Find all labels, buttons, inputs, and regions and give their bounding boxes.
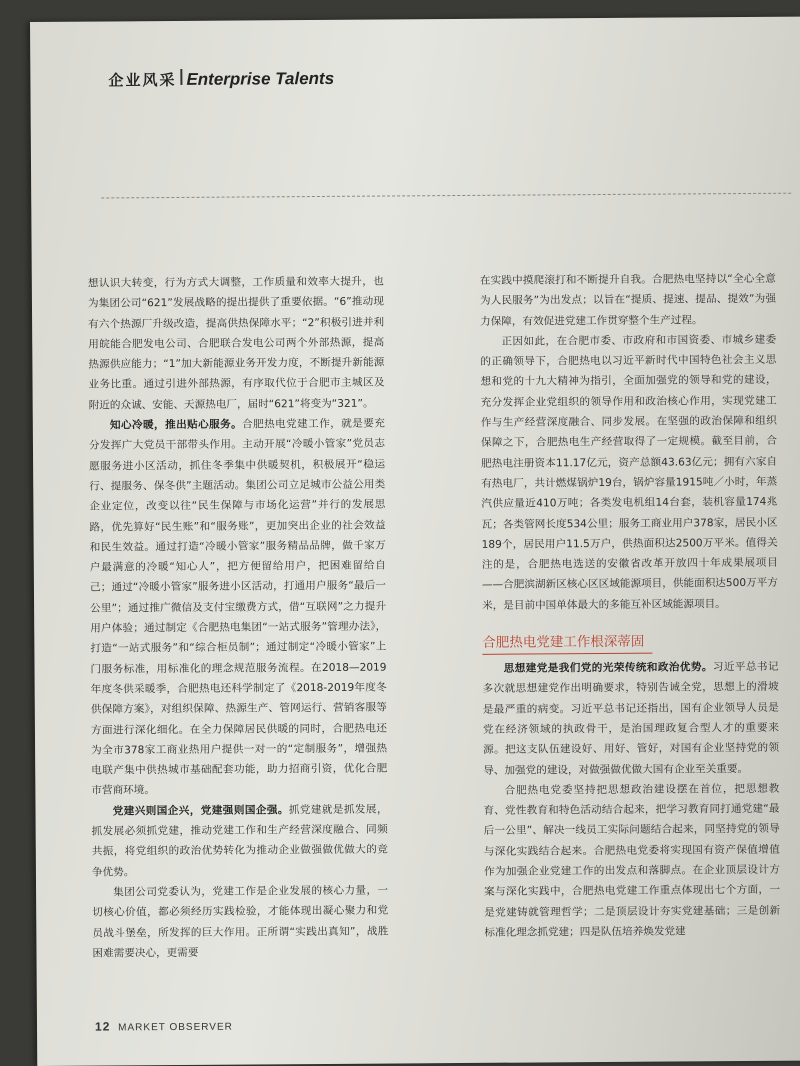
paragraph xyxy=(480,330,778,616)
paragraph xyxy=(480,269,776,332)
header-separator xyxy=(180,69,182,85)
paragraph xyxy=(91,799,388,882)
paragraph-text: 合肥热电党委坚持把思想政治建设摆在首位，把思想教育、党性教育和特色活动结合起来，把学习教育同打通党建“最后一公里”、解决一线员工实际问题结合起来，同坚持党的领导与深化实践结合起来。合肥热电党委将实现国有资产保值增值作为加强企业党建工作的出发点和落脚点。在企业顶层设计方案与深化实践中，合肥热电党建工作重点体现出七个方面，一是党建铸就管理哲学；二是顶层设计夯实党建基础；三是创新标准化理念抓党建；四是队伍培养焕发党建 xyxy=(483,782,781,939)
header-en-title: Enterprise Talents xyxy=(186,68,335,89)
paragraph-text: 正因如此，在合肥市委、市政府和市国资委、市城乡建委的正确领导下，合肥热电以习近平新时代中国特色社会主义思想和党的十九大精神为指引，全面加强党的领导和党的建设，充分发挥企业党组织的领导作用和政治核心作用，实现党建工作与生产经营深度融合、同步发展。在坚强的政治保障和组织保障之下，合肥热电生产经营取得了一定规模。截至目前，合肥热电注册资本11.17亿元，资产总额43.63亿元；拥有六家自有热电厂，共计燃煤锅炉19台，锅炉容量1915吨／小时，年蒸汽供应量近410万吨；各类发电机组14台套，装机容量174兆瓦；各类管网长度534公里；服务工商业用户378家，居民小区189个，居民用户11.5万户，供热面积达2500万平米。值得关注的是，合肥热电选送的安徽省改革开放四十年成果展项目——合肥滨湖新区核心区区域能源项目，供能面积达500万平方米，是目前中国单体最大的多能互补区域能源项目。 xyxy=(480,333,778,612)
header-divider xyxy=(101,193,791,199)
left-column xyxy=(88,272,389,964)
page-number: 12 xyxy=(94,1019,111,1034)
paragraph-text: 习近平总书记多次就思想建党作出明确要求，特别告诫全党，思想上的滑坡是最严重的病变。习近平总书记还指出，国有企业领导人员是党在经济领域的执政骨干，是治国理政复合型人才的重要来源。把这支队伍建设好、用好、管好，对国有企业坚持党的领导、加强党的建设，对做强做优做大国有企业至关重要。 xyxy=(482,660,780,777)
page-footer xyxy=(95,1019,233,1034)
paragraph-text: 抓党建就是抓发展，抓发展必须抓党建，推动党建工作和生产经营深度融合、同频共振，将党组织的政治优势转化为推动企业做强做优做大的竞争优势。 xyxy=(91,803,388,879)
publication-name: MARKET OBSERVER xyxy=(118,1021,233,1034)
paragraph xyxy=(88,272,385,416)
section-title: 合肥热电党建工作根深蒂固 xyxy=(482,631,652,655)
magazine-page xyxy=(30,17,800,1066)
paragraph xyxy=(89,414,388,802)
paragraph xyxy=(92,880,389,963)
paragraph-text: 想认识大转变，行为方式大调整，工作质量和效率大提升，也为集团公司“621”发展战略的提出提供了重要依据。“6”推动现有六个热源厂升级改造，提高供热保障水平；“2”积极引进并利用皖能合肥发电公司、合肥联合发电公司两个外部热源，提高热源供应能力；“1”加大新能源业务开发力度，不断提升新能源业务比重。通过引进外部热源，有序取代位于合肥市主城区及附近的众诚、安能、天源热电厂，届时“621”将变为“321”。 xyxy=(87,275,385,412)
paragraph-text: 合肥热电党建工作，就是要充分发挥广大党员干部带头作用。主动开展“冷暖小管家”党员志愿服务进小区活动，抓住冬季集中供暖契机，积极展开“稳运行、提服务、保冬供”主题活动。集团公司立足城市公益公用类企业定位，改变以往“民生保障与市场化运营”并行的发展思路，优先算好“民生账”和“服务账”，更加突出企业的社会效益和民生效益。通过打造“冷暖小管家”服务精品品牌，做千家万户最满意的冷暖“知心人”，把方便留给用户，把困难留给自己；通过“冷暖小管家”服务进小区活动，打通用户服务“最后一公里”；通过推广微信及支付宝缴费方式，借“互联网”之力提升用户体验；通过制定《合肥热电集团“一站式服务”管理办法》，打造“一站式服务”和“综合柜员制”；通过制定“冷暖小管家”上门服务标准，用标准化的理念规范服务流程。在2018—2019年度冬供采暖季，合肥热电还科学制定了《2018-2019年度冬供保障方案》，对组织保障、热源生产、管网运行、营销客服等方面进行深化细化。在全力保障居民供暖的同时，合肥热电还为全市378家工商业热用户提供一对一的“定制服务”，增强热电联产集中供热城市基础配套功能，助力招商引资，优化合肥市营商环境。 xyxy=(88,417,388,798)
right-column-bottom xyxy=(482,657,780,943)
right-column-top xyxy=(480,269,778,616)
paragraph-text: 集团公司党委认为，党建工作是企业发展的核心力量，一切核心价值，都必须经历实践检验，才能体现出凝心聚力和党员战斗堡垒，所发挥的巨大作用。正所谓“实践出真知”，战胜困难需要决心，更需要 xyxy=(92,884,389,960)
paragraph-lead: 党建兴则国企兴，党建强则国企强。 xyxy=(112,803,289,818)
section-header xyxy=(108,68,334,94)
paragraph xyxy=(482,657,779,781)
paragraph xyxy=(483,779,780,943)
paragraph-lead: 知心冷暖，推出贴心服务。 xyxy=(109,418,243,432)
paragraph-text: 在实践中摸爬滚打和不断提升自我。合肥热电坚持以“全心全意为人民服务”为出发点；以旨在“提质、提速、提品、提效”为强力保障，有效促进党建工作贯穿整个生产过程。 xyxy=(479,272,776,328)
paragraph-lead: 思想建党是我们党的光荣传统和政治优势。 xyxy=(503,661,713,675)
header-cn-title: 企业风采 xyxy=(108,70,177,90)
right-column xyxy=(480,269,781,943)
